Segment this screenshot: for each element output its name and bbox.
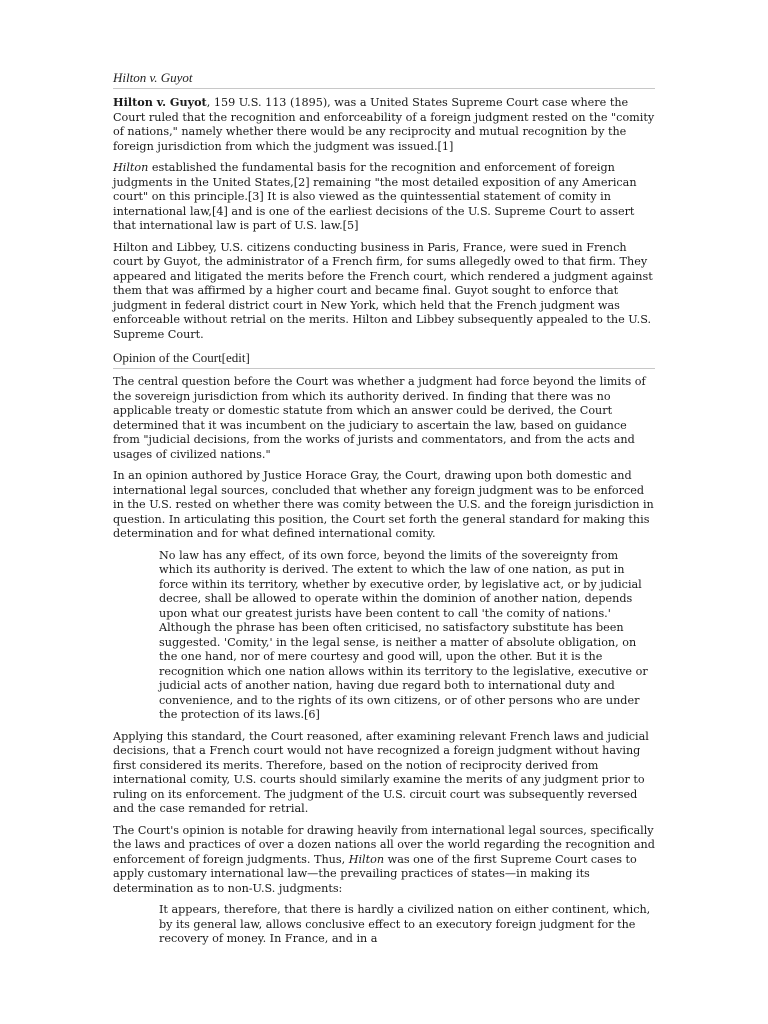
opinion-paragraph: In an opinion authored by Justice Horace Gray, the Court, drawing upon both domestic and international legal sources, concluded that whether any foreign judgment was to be enforced in the U.S. rested on whether there was comity between the U.S. and the foreign jurisdiction in question. In articulating this position, the Court set forth the general standard for making this determination and for what defined international comity. bbox=[113, 469, 654, 540]
case-short-name: Hilton bbox=[113, 161, 149, 174]
central-question-paragraph: The central question before the Court was whether a judgment had force beyond the limits of the sovereign jurisdiction from which its authority derived. In finding that there was no applicable treaty or domestic statute from which an answer could be derived, the Court determined that it was incumbent on the judiciary to ascertain the law, based on guidance from "judicial decisions, from the works of jurists and commentators, and from the acts and usages of civilized nations." bbox=[113, 375, 646, 461]
article-body bbox=[113, 70, 655, 954]
intro-text: , 159 U.S. 113 (1895), was a United States Supreme Court case where the Court ruled that the recognition and enforceability of a foreign judgment rested on the "comity of nations," namely whether there would be any reciprocity and mutual recognition by the foreign jurisdiction from which the judgment was issued.[1] bbox=[113, 96, 655, 153]
case-name: Hilton v. Guyot bbox=[113, 95, 207, 109]
page-title: Hilton v. Guyot bbox=[113, 70, 655, 89]
intro-paragraph bbox=[113, 95, 655, 154]
background-paragraph: Hilton and Libbey, U.S. citizens conducting business in Paris, France, were sued in French court by Guyot, the administrator of a French firm, for sums allegedly owed to that firm. They appeared and litigated the merits before the French court, which rendered a judgment against them that was affirmed by a higher court and became final. Guyot sought to enforce that judgment in federal district court in New York, which held that the French judgment was enforceable without retrial on the merits. Hilton and Libbey subsequently appealed to the U.S. Supreme Court. bbox=[113, 240, 653, 341]
section-heading-opinion: Opinion of the Court[edit] bbox=[113, 350, 655, 369]
significance-paragraph bbox=[113, 161, 655, 234]
sources-text-before: The Court's opinion is notable for drawing heavily from international legal sources, specifically the laws and practices of over a dozen nations all over the world regarding the recognition and enforcement of foreign judgments. Thus, bbox=[113, 823, 655, 866]
international-sources-paragraph bbox=[113, 824, 655, 897]
sources-text-after: was one of the first Supreme Court cases to apply customary international law—the prevailing practices of states—in making its determination as to non-U.S. judgments: bbox=[113, 852, 637, 895]
case-short-name-2: Hilton bbox=[348, 852, 385, 866]
comity-quote: No law has any effect, of its own force, beyond the limits of the sovereignty from which its authority is derived. The extent to which the law of one nation, as put in force within its territory, whether by executive order, by legislative act, or by judicial decree, shall be allowed to operate within the dominion of another nation, depends upon what our greatest jurists have been content to call 'the comity of nations.' Although the phrase has been often criticised, no satisfactory substitute has been suggested. 'Comity,' in the legal sense, is neither a matter of absolute obligation, on the one hand, nor of mere courtesy and good will, upon the other. But it is the recognition which one nation allows within its territory to the legislative, executive or judicial acts of another nation, having due regard both to international duty and convenience, and to the rights of its own citizens, or of other persons who are under the protection of its laws.[6] bbox=[159, 548, 648, 721]
application-paragraph: Applying this standard, the Court reasoned, after examining relevant French laws and judicial decisions, that a French court would not have recognized a foreign judgment without having first considered its merits. Therefore, based on the notion of reciprocity derived from international comity, U.S. courts should similarly examine the merits of any judgment prior to ruling on its enforcement. The judgment of the U.S. circuit court was subsequently reversed and the case remanded for retrial. bbox=[113, 729, 649, 815]
significance-text: established the fundamental basis for the recognition and enforcement of foreign judgments in the United States,[2] remaining "the most detailed exposition of any American court" on this principle.[3] It is also viewed as the quintessential statement of comity in international law,[4] and is one of the earliest decisions of the U.S. Supreme Court to assert that international law is part of U.S. law.[5] bbox=[113, 161, 637, 232]
foreign-judgment-quote: It appears, therefore, that there is hardly a civilized nation on either continent, which, by its general law, allows conclusive effect to an executory foreign judgment for the recovery of money. In France, and in a bbox=[159, 903, 651, 945]
